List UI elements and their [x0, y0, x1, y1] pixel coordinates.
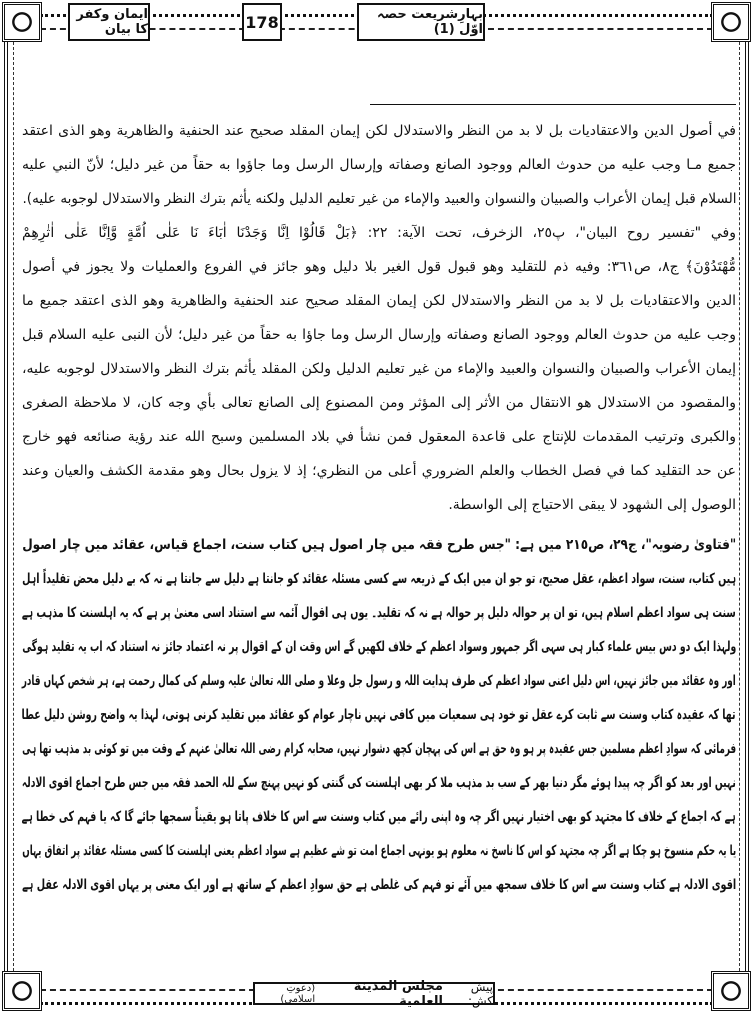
text-line: "فتاویٰ رضویہ"، ج٢٩، ص٢١٥ میں ہے: "جس طرح فقہ میں چار اصول ہیں کتاب سنت، اجماع قیاس، عقائد میں چار اصول — [22, 537, 736, 553]
text-line: یا یہ حکم منسوخ ہو چکا ہے اگر چہ مجتہد کو اس کا ناسخ نہ معلوم ہو یونہی اجماع امت تو شے عظیم ہے سواد اعظم یعنی اہلسنت کا کسی مسئلہ عقائد پر اتفاق یہاں — [22, 843, 736, 859]
corner-ornament-icon — [711, 2, 751, 42]
text-line: فرمائی کہ سوادِ اعظم مسلمین جس عقیدہ پر ہو وہ حق ہے اس کی پہچان کچھ دشوار نہیں، صحابہ کرام رضی اللہ تعالیٰ عنہم کے وقت میں تو کوئی بد مذہب تھا ہی — [22, 741, 736, 757]
text-line: وجب عليه من حدوث العالم ووجود الصانع وصفاته وإرسال الرسل وما جاؤا به حقاً من غير دليل؛ لأن النبى عليه السلام قبل — [22, 327, 736, 343]
arabic-footnote-text — [22, 114, 736, 522]
publisher-name: مجلس المدینة العلمیة — [353, 978, 443, 1009]
book-title: بہارِشریعت حصہ اوّل (1) — [357, 3, 485, 41]
text-line: السلام قبل إيمان الأعراب والصبيان والنسوان والعبيد والإماء من غير تعليم الدليل ولكنه يأثم بترك النظر والاستدلال لوجوبه عليه). — [22, 191, 736, 207]
text-line: عن حد التقليد كما في فصل الخطاب والعلم الضروري أعلى من النظري؛ إذ لا يزول بحال وهو مقدمة الكشف والعيان وعند — [22, 463, 736, 479]
text-line: مُّهْتَدُوْنَ﴾ ج٨، ص٣٦١: وفيه ذم للتقليد وهو قبول قول الغير بلا دليل وهو جائز في الفروع والعمليات ولا يجوز في أصول — [22, 259, 736, 275]
corner-ornament-icon — [711, 971, 751, 1011]
text-line: جميع مـا وجب عليه من حدوث العالم ووجود الصانع وصفاته وإرسال الرسل وما جاؤوا به حقاً من غير دليل؛ لأنّ النبي عليه — [22, 157, 736, 173]
text-line: في أصول الدين والاعتقاديات بل لا بد من النظر والاستدلال لكن إيمان المقلد صحيح عند الحنفية والظاهرية وهو الذى اعتقد — [22, 123, 736, 139]
publisher-footer — [253, 978, 495, 1009]
text-line: والمقصود من الاستدلال هو الانتقال من الأثر إلى المؤثر ومن المصنوع إلى الصانع تعالى بأي وجه كان، لا ملاحظة الصغرى — [22, 395, 736, 411]
text-line: وفي "تفسير روح البيان"، پ٢٥، الزخرف، تحت الآية: ٢٢: ﴿بَلْ قَالُوْا اِنَّا وَجَدْنَا اٰبَاءَ نَا عَلٰى اُمَّةٍ وَّاِنَّا عَلٰى اٰثٰرِهِمْ — [22, 225, 736, 241]
urdu-footnote-text — [22, 528, 736, 902]
presenter-label: پیش کش: — [467, 979, 493, 1008]
text-line: تھا کہ عقیدہ کتاب وسنت سے ثابت کرے عقل تو خود ہی سمعیات میں کافی نہیں ناچار عوام کو عقائد میں تقلید کرنی ہوتی، لہذا یہ واضح روشن دلیل عطا — [22, 707, 736, 723]
chapter-title: ايمان وكفر کا بيان — [68, 3, 150, 41]
publisher-subtitle: (دعوتِ اسلامی) — [280, 982, 316, 1005]
text-line: الوصول إلى الشهود لا يبقى الاحتياج إلى الواسطة. — [448, 497, 736, 513]
footnote-separator — [370, 104, 736, 105]
corner-ornament-icon — [2, 2, 42, 42]
text-line: سنت ہی سواد اعظم اسلام ہیں، تو ان پر حوالہ دلیل پر حوالہ ہے نہ کہ تقلید۔ یوں ہی اقوال آئمہ سے استناد اسی معنیٰ پر ہے کہ یہ اہلسنت کا مذہب ہے — [22, 605, 736, 621]
text-line: الدين والاعتقاديات بل لا بد من النظر والاستدلال لكن إيمان المقلد صحيح عند الحنفية والظاهرية وهو الذى اعتقد جميع ما — [22, 293, 736, 309]
text-line: والكبرى وترتيب المقدمات للإنتاج على قاعدة المعقول فمن نشأ في بلاد المسلمين وسبح الله عند رؤية صنائعه فهو خارج — [22, 429, 736, 445]
text-line: نہیں اور بعد کو اگر چہ پیدا ہوئے مگر دنیا بھر کے سب بد مذہب ملا کر بھی اہلسنت کی گنتی کو نہیں پہنچ سکے للہ الحمد فقہ میں جس طرح اجماع اقوی الادلہ — [22, 775, 736, 791]
text-line: ہیں کتاب، سنت، سواد اعظم، عقل صحیح، تو جو ان میں ایک کے ذریعہ سے کسی مسئلہ عقائد کو جانتا ہے دلیل سے جانتا ہے نہ کہ بے دلیل محض تقلیداً اہل — [22, 571, 736, 587]
text-line: اقوی الادلہ ہے کتاب وسنت سے اس کا خلاف سمجھ میں آئے تو فہم کی غلطی ہے حق سوادِ اعظم کے ساتھ ہے اور ایک معنی پر یہاں اقوی الادلہ عقل ہے — [22, 877, 736, 893]
text-line: اور وہ عقائد میں جائز نہیں، اس دلیل اعنی سواد اعظم کی طرف ہدایت اللہ و رسول جل وعلا و صلی اللہ تعالیٰ علیہ وسلم کی کمال رحمت ہے، ہر شخص کہاں قادر — [22, 673, 736, 689]
text-line: ہے کہ اجماع کے خلاف کا مجتہد کو بھی اختیار نہیں اگر چہ وہ اپنی رائے میں کتاب وسنت سے اس کا خلاف پاتا ہو یقیناً سمجھا جائے گا کہ یا فہم کی خطا ہے — [22, 809, 736, 825]
text-line: ولہذا ایک دو دس بیس علماء کبار ہی سہی اگر جمہور وسواد اعظم کے خلاف لکھیں گے اس وقت ان کے اقوال پر نہ اعتماد جائز نہ استناد کہ اب یہ تقلید ہوگی — [21, 639, 736, 655]
page-number: 178 — [242, 3, 282, 41]
corner-ornament-icon — [2, 971, 42, 1011]
text-line: إيمان الأعراب والصبيان والنسوان والعبيد والإماء من غير تعليم الدليل ولكن المقلد يأثم بترك النظر والاستدلال لوجوبه عليه، — [22, 361, 736, 377]
